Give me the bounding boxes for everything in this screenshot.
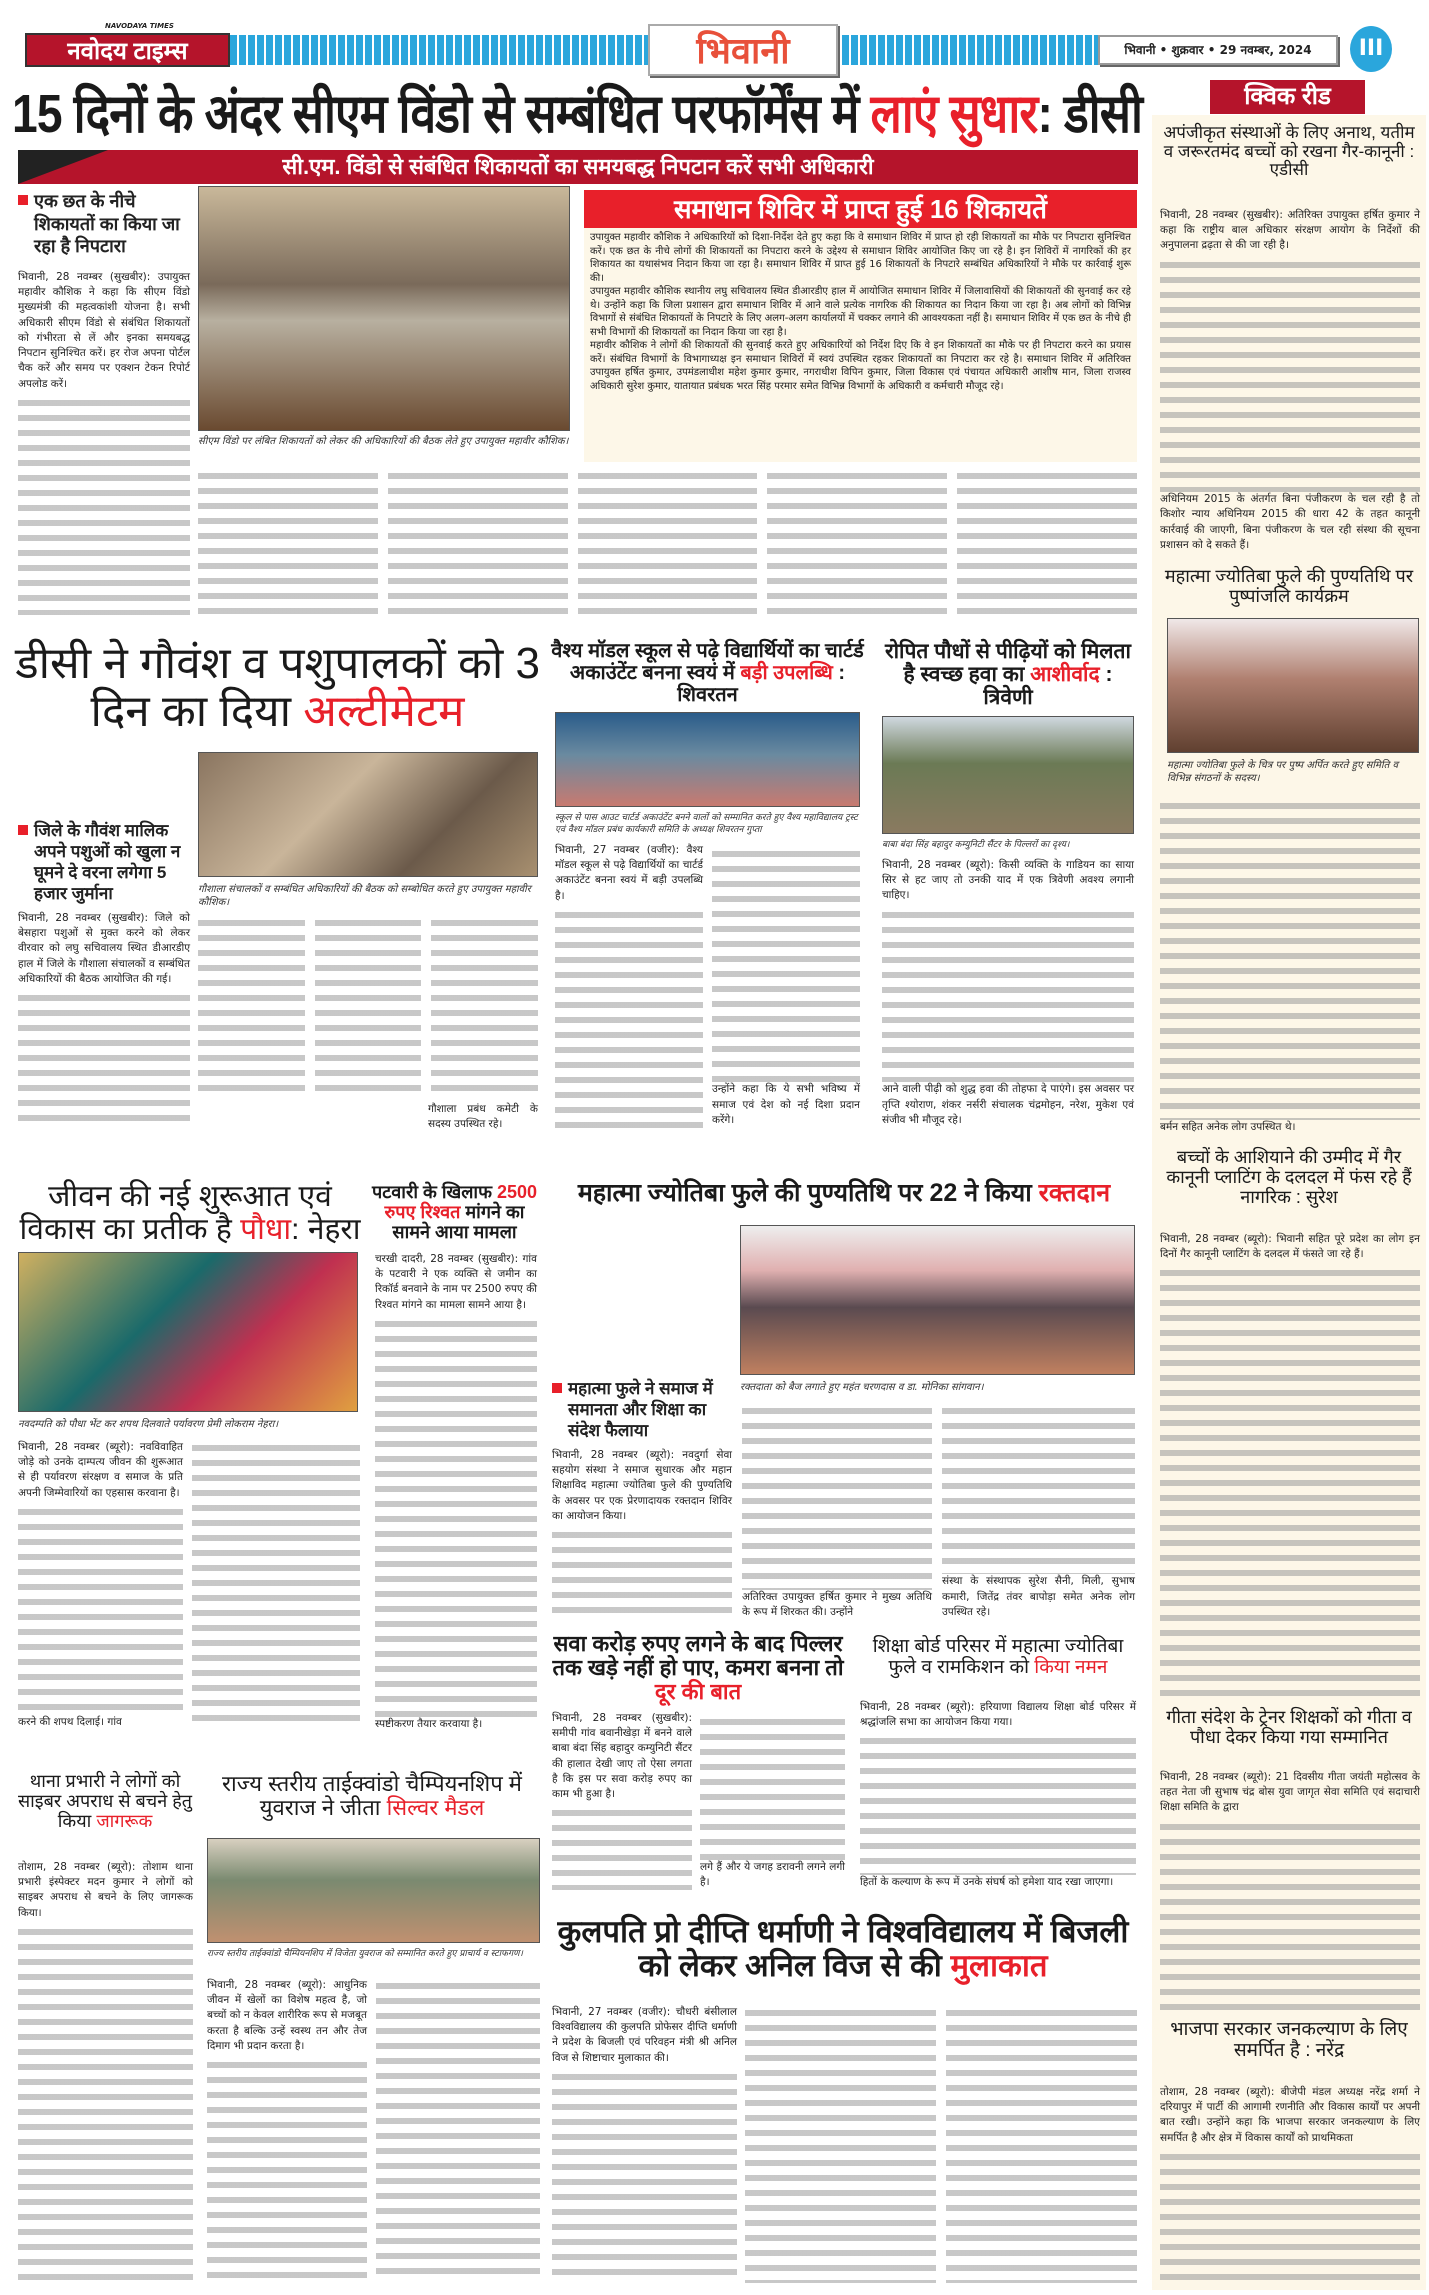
shiksha-text: भिवानी, 28 नवम्बर (ब्यूरो): हरियाणा विद्यालय शिक्षा बोर्ड परिसर में श्रद्धांजलि सभा का आयोजन किया गया। xyxy=(860,1701,1136,1729)
samadhan-para: उपायुक्त महावीर कौशिक ने अधिकारियों को दिशा-निर्देश देते हुए कहा कि वे समाधान शिविर में प्राप्त हो रही शिकायतों का मौके पर निपटारा सुनिश्चित करें। एक छत के नीचे लोगों की शिकायतों का निपटारा करने के उद्देश्य से समाधान शिविर आयोजित किए जा रहे है। इन शिविरों में नागरिकों की हर शिकायत का यथासंभव निदान किया जा रहा है। समाधान शिविर में प्राप्त हुई 16 शिकायतों के निपटारे सम्बंधित अधिकारियों ने मौके पर कार्रवाई शुरू की। xyxy=(590,232,1131,284)
text-lines xyxy=(207,2057,367,2283)
headline-highlight: सिल्वर मैडल xyxy=(386,1795,485,1821)
text-lines xyxy=(552,2069,737,2283)
jeevan-photo xyxy=(18,1252,358,1412)
headline-highlight: पौधा xyxy=(240,1213,292,1246)
headline-part: जीवन की नई शुरूआत एवं विकास का प्रतीक है xyxy=(19,1180,332,1246)
headline-part: महात्मा ज्योतिबा फुले की पुण्यतिथि पर 22 ने किया xyxy=(577,1179,1039,1207)
qr-body-3 xyxy=(1160,1232,1420,1700)
paper-logo: नवोदय टाइम्स xyxy=(25,33,230,67)
headline-part: शिक्षा बोर्ड परिसर में महात्मा ज्योतिबा फुले व रामकिशन को xyxy=(872,1636,1124,1678)
vaishya-end: उन्होंने कहा कि ये सभी भविष्य में समाज एवं देश को नई दिशा प्रदान करेंगे। xyxy=(712,1083,860,1126)
vaishya-caption: स्कूल से पास आउट चार्टर्ड अकाउंटेंट बनने वालों को सम्मानित करते हुए वैश्य महाविद्यालय ट्रस्ट एवं वैश्य मॉडल प्रबंध कार्यकारी समिति के अध्यक्ष शिवरतन गुप्ता xyxy=(555,813,858,835)
sava-headline xyxy=(548,1632,848,1705)
qr-headline-4: गीता संदेश के ट्रेनर शिक्षकों को गीता व पौधा देकर किया गया सम्मानित xyxy=(1166,1707,1412,1747)
lead-headline-part: 15 दिनों के अंदर सीएम विंडो से सम्बंधित परफॉर्मेंस में xyxy=(12,84,871,144)
kulpati-headline xyxy=(548,1915,1138,1983)
samadhan-body xyxy=(584,228,1137,462)
page-number: III xyxy=(1350,26,1392,72)
kulpati-columns xyxy=(745,2005,1137,2283)
taekwondo-headline xyxy=(203,1772,541,1820)
qr-body-4 xyxy=(1160,1770,1420,2010)
text-lines xyxy=(1160,257,1420,492)
gauvansh-photo xyxy=(198,752,538,877)
lead-continued-columns xyxy=(198,468,1137,618)
headline-highlight: आशीर्वाद xyxy=(1030,663,1100,687)
text-lines xyxy=(1160,1265,1420,1700)
qr-end: बर्मन सहित अनेक लोग उपस्थित थे। xyxy=(1160,1120,1296,1133)
headline-part: वैश्य मॉडल स्कूल से पढ़े विद्यार्थियों का चार्टर्ड अकाउंटेंट बनना स्वयं में xyxy=(551,640,864,684)
text-lines xyxy=(555,907,703,1128)
text-lines xyxy=(712,846,860,1082)
text-lines xyxy=(18,990,190,1130)
gauvansh-caption: गौशाला संचालकों व सम्बंधित अधिकारियों की बैठक को सम्बोधित करते हुए उपायुक्त महावीर कौशिक। xyxy=(198,884,531,908)
gauvansh-text: भिवानी, 28 नवम्बर (सुखबीर): जिले को बेसहारा पशुओं से मुक्त करने को लेकर वीरवार को लघु सचिवालय स्थित डीआरडीए हाल में जिले के गौशाला संचालकों व सम्बंधित अधिकारियों की बैठक आयोजित की गई। xyxy=(18,912,190,985)
raktdaan-body xyxy=(552,1448,732,1620)
headline-highlight: मुलाकात xyxy=(950,1948,1048,1984)
text-lines xyxy=(942,1403,1135,1574)
vaishya-text: भिवानी, 27 नवम्बर (वजीर): वैश्य मॉडल स्कूल से पढ़े विद्यार्थियों का चार्टर्ड अकाउंटेंट बनना स्वयं में बड़ी उपलब्धि है। xyxy=(555,844,703,902)
sava-body-2 xyxy=(700,1711,845,1890)
text-lines xyxy=(552,1527,732,1620)
raktdaan-caption: रक्तदाता को बैज लगाते हुए महंत चरणदास व डा. मोनिका सांगवान। xyxy=(740,1382,984,1393)
ropit-end: आने वाली पीढ़ी को शुद्ध हवा की तोहफा दे पाएंगे। इस अवसर पर तृप्ति श्योराण, शंकर नर्सरी संचालक चंद्रमोहन, नरेश, मुकेश एवं संजीव भी मौजूद रहे। xyxy=(882,1083,1134,1126)
headline-part: रोपित पौधों से पीढ़ियों को मिलता है स्वच्छ हवा का xyxy=(885,640,1131,687)
text-lines xyxy=(1160,798,1420,1120)
gauvansh-bullet: जिले के गौवंश मालिक अपने पशुओं को खुला न घूमने दे वरना लगेगा 5 हजार जुर्माना xyxy=(18,820,190,905)
raktdaan-mid: अतिरिक्त उपायुक्त हर्षित कुमार ने मुख्य अतिथि के रूप में शिरकत की। उन्होंने xyxy=(742,1590,932,1618)
ropit-photo xyxy=(882,716,1134,834)
shiksha-end: हितों के कल्याण के रूप में उनके संघर्ष को हमेशा याद रखा जाएगा। xyxy=(860,1875,1114,1888)
gauvansh-end: गौशाला प्रबंध कमेटी के सदस्य उपस्थित रहे। xyxy=(428,1103,538,1131)
raktdaan-end: संस्था के संस्थापक सुरेश सैनी, मिली, सुभाष कमारी, जितेंद्र तंवर बापोड़ा समेत अनेक लोग उपस्थित रहे। xyxy=(942,1575,1135,1618)
patwari-body xyxy=(375,1252,537,1732)
ropit-headline xyxy=(878,640,1138,709)
kulpati-text: भिवानी, 27 नवम्बर (वजीर): चौधरी बंसीलाल विश्वविद्यालय की कुलपति प्रोफेसर दीप्ति धर्माणी ने प्रदेश के बिजली एवं परिवहन मंत्री श्री अनिल विज से शिष्टाचार मुलाकात की। xyxy=(552,2006,737,2064)
lead-headline-highlight: लाएं सुधार xyxy=(870,84,1038,144)
headline-part: मांगने का सामने आया मामला xyxy=(392,1201,525,1242)
headline-highlight: 2500 रुपए रिश्वत xyxy=(384,1182,537,1222)
taekwondo-columns xyxy=(376,1978,540,2283)
taekwondo-text: भिवानी, 28 नवम्बर (ब्यूरो): आधुनिक जीवन में खेलों का विशेष महत्व है, जो बच्चों को न केवल शारीरिक रूप से मजबूत करता है बल्कि उन्हें स्वस्थ तन और तेज दिमाग भी प्रदान करता है। xyxy=(207,1979,367,2052)
patwari-text: चरखी दादरी, 28 नवम्बर (सुखबीर): गांव के पटवारी ने एक व्यक्ति से जमीन का रिकॉर्ड बनवाने के नाम पर 2500 रुपए की रिश्वत मांगने का मामला सामने आया है। xyxy=(375,1253,537,1311)
taekwondo-photo xyxy=(207,1838,540,1943)
text-lines xyxy=(860,1733,1136,1874)
jeevan-columns xyxy=(192,1440,360,1730)
shiksha-body xyxy=(860,1700,1136,1890)
headline-highlight: बड़ी उपलब्धि xyxy=(740,662,833,684)
vaishya-headline xyxy=(550,640,865,706)
headline-part: डीसी ने गौवंश व पशुपालकों को 3 दिन का दिया xyxy=(15,639,540,737)
qr-headline-3: बच्चों के आशियाने की उम्मीद में गैर कानूनी प्लाटिंग के दलदल में फंस रहे हैं नागरिक : सुरेश xyxy=(1166,1147,1412,1207)
lead-photo-caption: सीएम विंडो पर लंबित शिकायतों को लेकर की अधिकारियों की बैठक लेते हुए उपायुक्त महावीर कौशिक। xyxy=(198,436,569,447)
lead-subhead xyxy=(18,150,1138,184)
quick-read-title: क्विक रीड xyxy=(1210,80,1365,114)
samadhan-para: महावीर कौशिक ने लोगों की शिकायतों की सुनवाई करते हुए अधिकारियों को निर्देश दिए कि वे इन शिकायतों का मौके पर ही निपटारा करने का प्रयास करें। संबंधित विभागों के विभागाध्यक्ष इन समाधान शिविरों में स्वयं उपस्थित रहकर शिकायतों का निपटारा कर रहे है। समाधान शिविर में अतिरिक्त उपायुक्त हर्षित कुमार, उपमंडलाधीश महेश कुमार कुमार, नगराधीश विपिन कुमार, जिला विकास एवं पंचायत अधिकारी आशीष मान, जिला राजस्व अधिकारी सुरेश कुमार, यातायात प्रबंधक भरत सिंह परमार समेत विभिन्न विभागों के अधिकारी व कर्मचारी मौजूद रहे। xyxy=(590,340,1131,392)
paper-small-title: NAVODAYA TIMES xyxy=(105,22,174,30)
headline-part: पटवारी के खिलाफ xyxy=(372,1182,497,1202)
jeevan-end: करने की शपथ दिलाई। गांव xyxy=(18,1715,122,1728)
text-lines xyxy=(18,1924,193,2282)
lead-headline-line xyxy=(12,85,1142,144)
qr-body-5 xyxy=(1160,2085,1420,2285)
headline-part: सवा करोड़ रुपए लगने के बाद पिल्लर तक खड़े नहीं हो पाए, कमरा बनना तो xyxy=(552,1631,844,1681)
lead-bullet: एक छत के नीचे शिकायतों का किया जा रहा है निपटारा xyxy=(18,190,188,258)
lead-text: भिवानी, 28 नवम्बर (सुखबीर): उपायुक्त महावीर कौशिक ने कहा कि सीएम विंडो मुख्यमंत्री की महत्वकांशी योजना है। सभी अधिकारी सीएम विंडो से संबंधित शिकायतों को गंभीरता से लें और इनका समयबद्ध निपटान सुनिश्चित करें। हर रोज अपना पोर्टल चैक करें और समय पर एक्शन टेकन रिपोर्ट अपलोड करें। xyxy=(18,271,190,390)
vaishya-body-2 xyxy=(712,843,860,1128)
shiksha-headline xyxy=(858,1637,1138,1679)
qr-text: भिवानी, 28 नवम्बर (ब्यूरो): 21 दिवसीय गीता जयंती महोत्सव के तहत नेता जी सुभाष चंद्र बोस युवा जागृत सेवा समिति एवं सदाचारी शिक्षा समिति के द्वारा xyxy=(1160,1771,1420,1814)
qr-headline-1: अपंजीकृत संस्थाओं के लिए अनाथ, यतीम व जरूरतमंद बच्चों को रखना गैर-कानूनी : एडीसी xyxy=(1163,123,1415,180)
qr-photo-2 xyxy=(1167,618,1419,753)
raktdaan-photo xyxy=(740,1225,1135,1375)
qr-body-1 xyxy=(1160,208,1420,553)
text-lines xyxy=(1160,1819,1420,2010)
text-lines xyxy=(18,395,190,615)
headline-part: कुलपति प्रो दीप्ति धर्माणी ने विश्वविद्यालय में बिजली को लेकर अनिल विज से की xyxy=(557,1914,1129,1984)
thana-headline xyxy=(15,1772,195,1831)
headline-part: : त्रिवेणी xyxy=(983,663,1113,710)
jeevan-text: भिवानी, 28 नवम्बर (ब्यूरो): नवविवाहित जोड़े को उनके दाम्पत्य जीवन की शुरूआत से ही पर्यावरण संरक्षण व समाज के प्रति अपनी जिम्मेवारियों का एहसास करवाना है। xyxy=(18,1441,183,1499)
text-lines xyxy=(552,1805,692,1890)
gauvansh-columns xyxy=(198,915,538,1095)
headline-highlight: जागरूक xyxy=(96,1810,153,1831)
jeevan-body xyxy=(18,1440,183,1730)
qr-caption-2: महात्मा ज्योतिबा फुले के चित्र पर पुष्प अर्पित करते हुए समिति व विभिन्न संगठनों के सदस्य। xyxy=(1167,760,1399,784)
qr-text: तोशाम, 28 नवम्बर (ब्यूरो): बीजेपी मंडल अध्यक्ष नरेंद्र शर्मा ने दरियापुर में पार्टी की आगामी रणनीति और विकास कार्यों पर अपनी बात रखी। उन्होंने कहा कि भाजपा सरकार जनकल्याण के लिए समर्पित है और क्षेत्र में विकास कार्यों को प्राथमिकता xyxy=(1160,2086,1420,2144)
thana-text: तोशाम, 28 नवम्बर (ब्यूरो): तोशाम थाना प्रभारी इंस्पेक्टर मदन कुमार ने लोगों को साइबर अपराध से बचने के लिए जागरूक किया। xyxy=(18,1861,193,1919)
raktdaan-bullet: महात्मा फुले ने समाज में समानता और शिक्षा का संदेश फैलाया xyxy=(552,1378,732,1442)
text-lines xyxy=(742,1403,932,1590)
ropit-text: भिवानी, 28 नवम्बर (ब्यूरो): किसी व्यक्ति के गाडियन का साया सिर से हट जाए तो उनकी याद में एक त्रिवेणी अवश्य लगानी चाहिए। xyxy=(882,859,1134,902)
text-lines xyxy=(882,907,1134,1083)
sava-body xyxy=(552,1711,692,1890)
raktdaan-body-2 xyxy=(742,1400,932,1620)
headline-part: : नेहरा xyxy=(291,1213,361,1246)
headline-part: थाना प्रभारी ने लोगों को साइबर अपराध से बचने हेतु किया xyxy=(17,1771,193,1831)
headline-highlight: किया नमन xyxy=(1034,1656,1108,1678)
dateline: भिवानी • शुक्रवार • 29 नवम्बर, 2024 xyxy=(1098,35,1338,65)
vaishya-body xyxy=(555,843,703,1128)
text-lines xyxy=(1160,2149,1420,2285)
jeevan-caption: नवदम्पति को पौधा भेंट कर शपथ दिलवाते पर्यावरण प्रेमी लोकराम नेहरा। xyxy=(18,1419,279,1430)
qr-text: भिवानी, 28 नवम्बर (ब्यूरो): भिवानी सहित पूरे प्रदेश का लोग इन दिनों गैर कानूनी प्लाटिंग के दलदल में फंसते जा रहे हैं। xyxy=(1160,1233,1420,1261)
taekwondo-body xyxy=(207,1978,367,2283)
lead-headline-part: : डीसी xyxy=(1037,84,1143,144)
qr-body-2 xyxy=(1160,795,1420,1135)
raktdaan-body-3 xyxy=(942,1400,1135,1620)
lead-body xyxy=(18,270,190,615)
headline-part: : शिवरतन xyxy=(677,662,846,706)
patwari-end: स्पष्टीकरण तैयार करवाया है। xyxy=(375,1717,483,1730)
lead-headline xyxy=(12,85,1142,144)
qr-end: अधिनियम 2015 के अंतर्गत बिना पंजीकरण के चल रही है तो किशोर न्याय अधिनियम 2015 की धारा 42 के तहत कानूनी कार्रवाई की जाएगी, बिना पंजीकरण के चल रही संस्था की सूचना प्रशासन को दे सकते हैं। xyxy=(1160,493,1420,551)
gauvansh-body xyxy=(18,911,190,1130)
kulpati-body xyxy=(552,2005,737,2283)
text-lines xyxy=(375,1316,537,1717)
qr-headline-5: भाजपा सरकार जनकल्याण के लिए समर्पित है : नरेंद्र xyxy=(1170,2019,1408,2061)
gauvansh-headline xyxy=(15,640,540,737)
subhead-text: सी.एम. विंडो से संबंधित शिकायतों का समयबद्ध निपटान करें सभी अधिकारी xyxy=(282,154,874,179)
raktdaan-headline xyxy=(550,1180,1138,1208)
ropit-caption: बाबा बंदा सिंह बहादुर कम्युनिटी सैंटर के पिल्लरों का दृश्य। xyxy=(882,840,1070,850)
vaishya-photo xyxy=(555,712,860,807)
masthead xyxy=(0,0,1429,80)
text-lines xyxy=(700,1714,845,1860)
samadhan-box xyxy=(584,190,1137,462)
lead-photo xyxy=(198,186,570,431)
raktdaan-headline-line xyxy=(578,1180,1110,1208)
city-callout: भिवानी xyxy=(648,24,838,76)
qr-text: भिवानी, 28 नवम्बर (सुखबीर): अतिरिक्त उपायुक्त हर्षित कुमार ने कहा कि राष्ट्रीय बाल अधिकार संरक्षण आयोग के निर्देशों की अनुपालना द्रढ़ता से की जा रही है। xyxy=(1160,209,1420,252)
headline-highlight: रक्तदान xyxy=(1038,1179,1111,1207)
subhead-corner-decor xyxy=(18,150,108,184)
headline-highlight: अल्टीमेटम xyxy=(303,687,465,737)
text-lines xyxy=(18,1504,183,1715)
samadhan-para: उपायुक्त महावीर कौशिक स्थानीय लघु सचिवालय स्थित डीआरडीए हाल में आयोजित समाधान शिविर में जिलावासियों की शिकायतों की सुनवाई कर रहे थे। उन्होंने कहा कि जिला प्रशासन द्वारा समाधान शिविर में आने वाले प्रत्येक नागरिक की शिकायत का निदान किया जा रहा है। अब लोगों को विभिन्न विभागों से संबंधित शिकायतों के निपटारे के लिए अलग-अलग कार्यालयों में चक्कर लगाने की आवश्यकता नहीं है। समाधान शिविर में एक छत के नीचे ही सभी विभागों की शिकायतों का निदान किया जा रहा है। xyxy=(590,286,1131,338)
ropit-body xyxy=(882,858,1134,1128)
raktdaan-text: भिवानी, 28 नवम्बर (ब्यूरो): नवदुर्गा सेवा सहयोग संस्था ने समाज सुधारक और महान शिक्षाविद महात्मा ज्योतिबा फुले की पुण्यतिथि के अवसर पर एक प्रेरणादायक रक्तदान शिविर का आयोजन किया। xyxy=(552,1449,732,1522)
sava-end: लगे हैं और ये जगह डरावनी लगने लगी है। xyxy=(700,1860,845,1888)
headline-highlight: दूर की बात xyxy=(654,1679,742,1705)
thana-body xyxy=(18,1860,193,2282)
sava-text: भिवानी, 28 नवम्बर (सुखबीर): समीपी गांव बवानीखेड़ा में बनने वाले बाबा बंदा सिंह बहादुर कम्युनिटी सैंटर की हालात देखी जाए तो ऐसा लगता है कि इस पर सवा करोड़ रुपए का काम भी हुआ है। xyxy=(552,1712,692,1801)
patwari-headline xyxy=(372,1183,537,1242)
qr-headline-2: महात्मा ज्योतिबा फुले की पुण्यतिथि पर पुष्पांजलि कार्यक्रम xyxy=(1164,566,1414,606)
samadhan-headline: समाधान शिविर में प्राप्त हुई 16 शिकायतें xyxy=(584,190,1137,228)
jeevan-headline xyxy=(15,1180,365,1246)
headline-part: राज्य स्तरीय ताईक्वांडो चैम्पियनशिप में युवराज ने जीता xyxy=(222,1771,522,1821)
taekwondo-caption: राज्य स्तरीय ताईक्वांडो चैम्पियनशिप में विजेता युवराज को सम्मानित करते हुए प्राचार्य व स्टाफगण। xyxy=(207,1949,523,1959)
